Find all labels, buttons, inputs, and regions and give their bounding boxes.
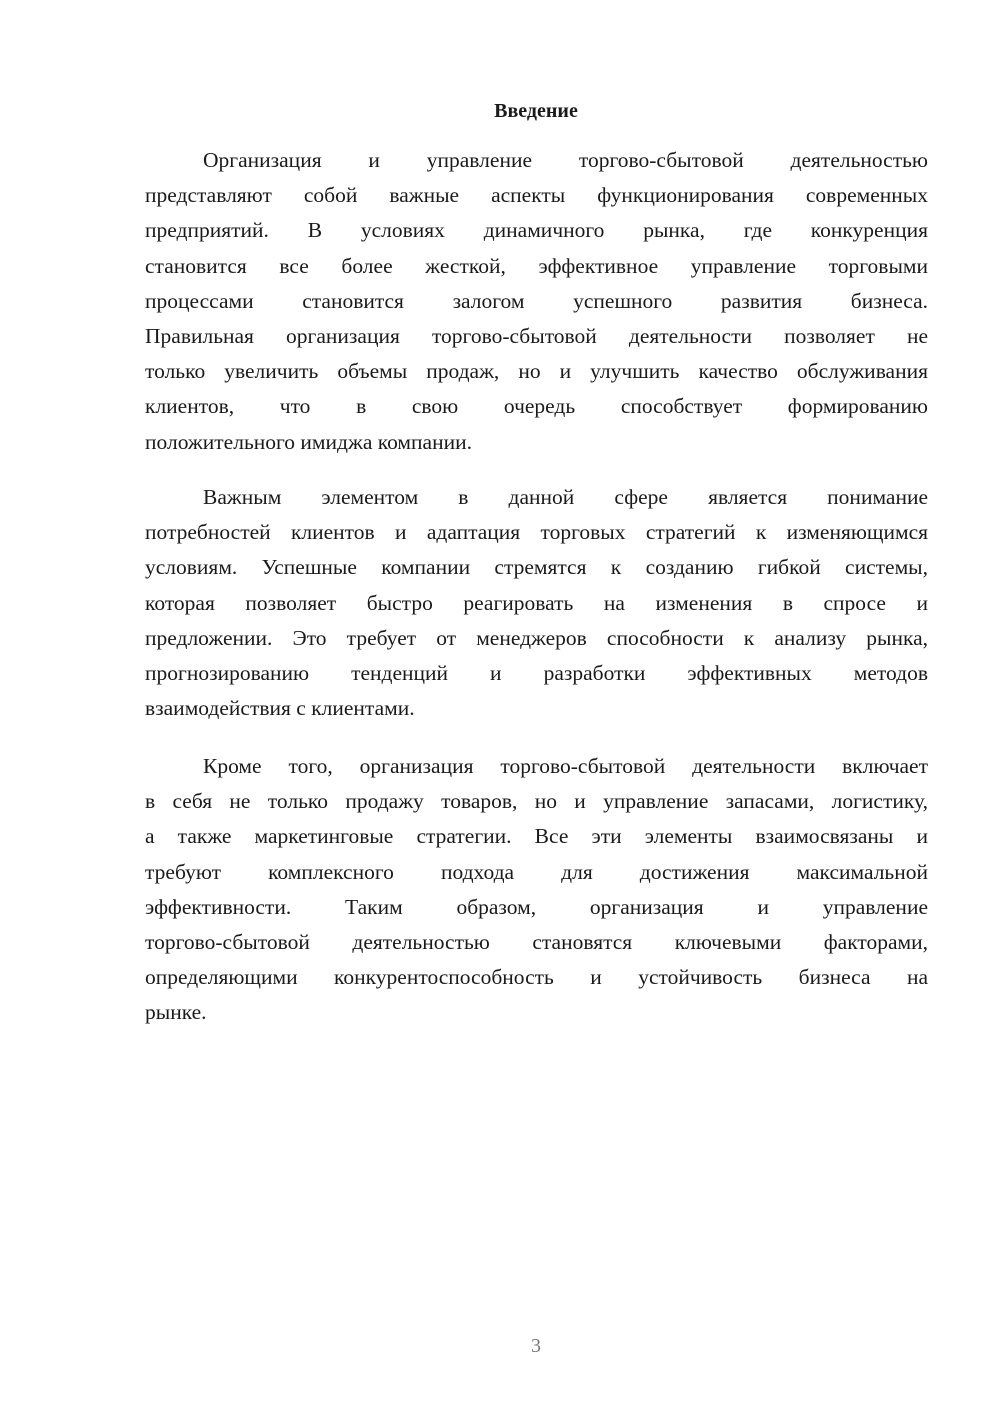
text-line: предложении. Это требует от менеджеров способности к анализу рынка, [145, 625, 928, 650]
text-line: прогнозированию тенденций и разработки эффективных методов [145, 660, 928, 685]
text-line: торгово-сбытовой деятельностью становятся ключевыми факторами, [145, 929, 928, 954]
text-line: только увеличить объемы продаж, но и улучшить качество обслуживания [145, 359, 928, 384]
text-line: Организация и управление торгово-сбытовой деятельностью [203, 148, 928, 172]
text-line: клиентов, что в свою очередь способствует формированию [145, 394, 928, 419]
text-line: в себя не только продажу товаров, но и управление запасами, логистику, [145, 789, 928, 814]
text-line: представляют собой важные аспекты функционирования современных [145, 183, 928, 208]
text-line: Кроме того, организация торгово-сбытовой деятельности включает [203, 754, 928, 778]
paragraph-3 [145, 749, 928, 1031]
section-heading: Введение [494, 100, 578, 122]
text-line: эффективности. Таким образом, организация и управление [145, 894, 928, 919]
text-line: взаимодействия с клиентами. [145, 696, 415, 721]
text-line: Важным элементом в данной сфере является понимание [203, 485, 928, 509]
text-line: а также маркетинговые стратегии. Все эти элементы взаимосвязаны и [145, 824, 928, 849]
text-line: определяющими конкурентоспособность и устойчивость бизнеса на [145, 965, 928, 990]
page-number: 3 [531, 1335, 541, 1357]
text-line: требуют комплексного подхода для достижения максимальной [145, 859, 928, 884]
text-line: условиям. Успешные компании стремятся к созданию гибкой системы, [145, 555, 928, 580]
text-line: становится все более жесткой, эффективное управление торговыми [145, 253, 928, 278]
text-line: рынке. [145, 1000, 207, 1025]
text-line: предприятий. В условиях динамичного рынка, где конкуренция [145, 218, 928, 243]
paragraph-2 [145, 480, 928, 726]
text-line: процессами становится залогом успешного развития бизнеса. [145, 288, 928, 313]
paragraph-1 [145, 143, 928, 460]
text-line: которая позволяет быстро реагировать на изменения в спросе и [145, 590, 928, 615]
text-line: положительного имиджа компании. [145, 429, 472, 454]
text-line: Правильная организация торгово-сбытовой деятельности позволяет не [145, 323, 928, 348]
text-line: потребностей клиентов и адаптация торговых стратегий к изменяющимся [145, 520, 928, 545]
